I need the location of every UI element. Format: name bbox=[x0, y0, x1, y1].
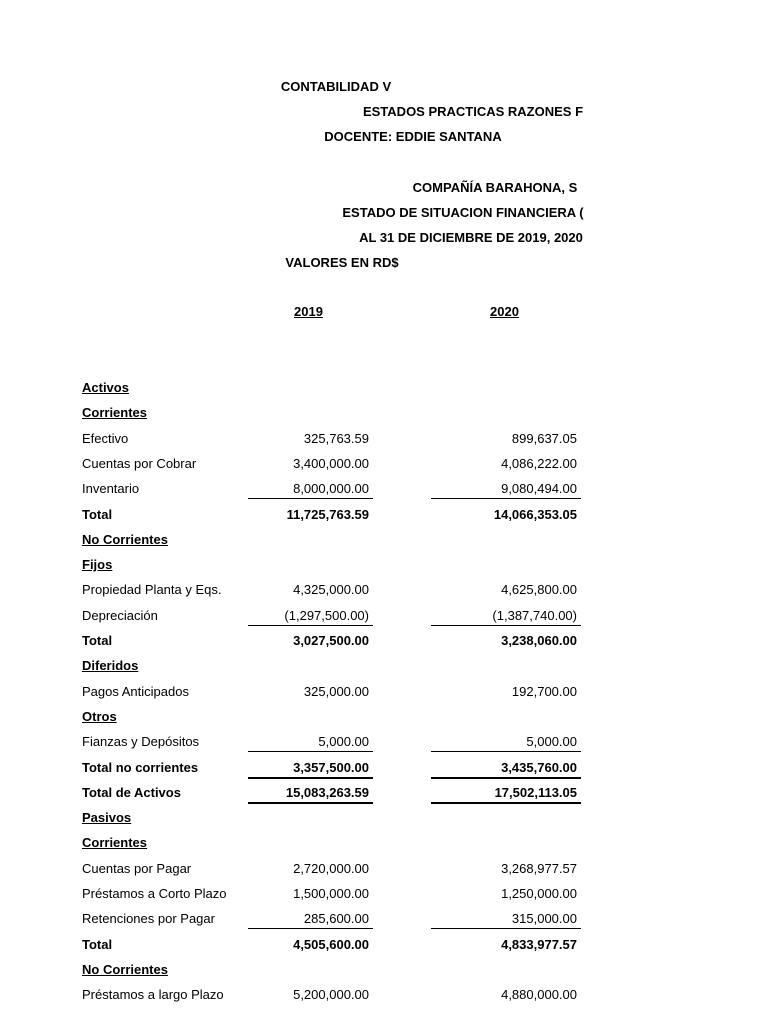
value-2020: 4,625,800.00 bbox=[501, 582, 577, 597]
value-2020: 3,268,977.57 bbox=[501, 861, 577, 876]
value-2019: 325,763.59 bbox=[303, 431, 369, 446]
value-2019: 3,027,500.00 bbox=[293, 633, 369, 648]
row-label: Pasivos bbox=[82, 810, 132, 825]
table-row bbox=[0, 835, 589, 855]
value-2020: 5,000.00 bbox=[526, 734, 577, 749]
value-2019: 285,600.00 bbox=[303, 911, 369, 926]
row-label: Inventario bbox=[82, 481, 140, 496]
table-row bbox=[0, 684, 589, 704]
row-label: Diferidos bbox=[82, 658, 139, 673]
row-label: Total bbox=[82, 507, 113, 522]
row-label: Total bbox=[82, 633, 113, 648]
table-row bbox=[0, 760, 589, 780]
value-2020: 315,000.00 bbox=[511, 911, 577, 926]
total-underline bbox=[431, 751, 581, 752]
table-row bbox=[0, 785, 589, 805]
table-row bbox=[0, 608, 589, 628]
row-label: Total bbox=[82, 937, 113, 952]
value-2019: 4,505,600.00 bbox=[293, 937, 369, 952]
row-label: Activos bbox=[82, 380, 129, 395]
value-2019: 2,720,000.00 bbox=[293, 861, 369, 876]
value-2020: 1,250,000.00 bbox=[501, 886, 577, 901]
row-label: Cuentas por Pagar bbox=[82, 861, 192, 876]
row-label: Retenciones por Pagar bbox=[82, 911, 215, 926]
table-row bbox=[0, 431, 589, 451]
total-underline bbox=[431, 777, 581, 779]
total-underline bbox=[431, 802, 581, 804]
value-2019: 5,200,000.00 bbox=[293, 987, 369, 1002]
value-2019: 3,400,000.00 bbox=[293, 456, 369, 471]
row-label: Efectivo bbox=[82, 431, 129, 446]
column-header-year2: 2020 bbox=[490, 304, 519, 319]
value-2019: 11,725,763.59 bbox=[286, 507, 369, 522]
company-name: COMPAÑÍA BARAHONA, S bbox=[412, 180, 578, 195]
row-label: Corrientes bbox=[82, 405, 148, 420]
total-underline bbox=[431, 625, 581, 626]
total-underline bbox=[248, 802, 373, 804]
total-underline bbox=[248, 777, 373, 779]
row-label: Préstamos a Corto Plazo bbox=[82, 886, 227, 901]
table-row bbox=[0, 658, 589, 678]
table-row bbox=[0, 557, 589, 577]
row-label: No Corrientes bbox=[82, 532, 168, 547]
course-title: CONTABILIDAD V bbox=[280, 79, 392, 94]
value-2020: 14,066,353.05 bbox=[493, 507, 577, 522]
currency-line: VALORES EN RD$ bbox=[285, 255, 399, 270]
table-row bbox=[0, 582, 589, 602]
statement-date: AL 31 DE DICIEMBRE DE 2019, 2020 bbox=[359, 230, 583, 245]
table-row bbox=[0, 734, 589, 754]
row-label: Total no corrientes bbox=[82, 760, 199, 775]
value-2020: 17,502,113.05 bbox=[494, 785, 577, 800]
table-row bbox=[0, 962, 589, 982]
practice-title: ESTADOS PRACTICAS RAZONES F bbox=[362, 104, 584, 119]
row-label: Pagos Anticipados bbox=[82, 684, 189, 699]
column-header-year1: 2019 bbox=[294, 304, 323, 319]
value-2020: 192,700.00 bbox=[511, 684, 577, 699]
total-underline bbox=[248, 751, 373, 752]
row-label: Fijos bbox=[82, 557, 113, 572]
value-2020: 4,086,222.00 bbox=[501, 456, 577, 471]
table-row bbox=[0, 532, 589, 552]
total-underline bbox=[431, 498, 581, 499]
table-row bbox=[0, 810, 589, 830]
value-2019: (1,297,500.00) bbox=[284, 608, 369, 623]
row-label: No Corrientes bbox=[82, 962, 168, 977]
table-row bbox=[0, 709, 589, 729]
value-2019: 3,357,500.00 bbox=[293, 760, 369, 775]
row-label: Cuentas por Cobrar bbox=[82, 456, 197, 471]
table-row bbox=[0, 481, 589, 501]
value-2019: 4,325,000.00 bbox=[293, 582, 369, 597]
row-label: Propiedad Planta y Eqs. bbox=[82, 582, 222, 597]
table-row bbox=[0, 886, 589, 906]
row-label: Fianzas y Depósitos bbox=[82, 734, 200, 749]
table-row bbox=[0, 405, 589, 425]
total-underline bbox=[248, 498, 373, 499]
table-row bbox=[0, 380, 589, 400]
total-underline bbox=[248, 928, 373, 929]
row-label: Corrientes bbox=[82, 835, 148, 850]
value-2020: (1,387,740.00) bbox=[492, 608, 577, 623]
value-2020: 3,435,760.00 bbox=[501, 760, 577, 775]
row-label: Total de Activos bbox=[82, 785, 181, 800]
row-label: Préstamos a largo Plazo bbox=[82, 987, 224, 1002]
row-label: Otros bbox=[82, 709, 117, 724]
table-row bbox=[0, 911, 589, 931]
table-row bbox=[0, 456, 589, 476]
value-2019: 1,500,000.00 bbox=[293, 886, 369, 901]
total-underline bbox=[248, 625, 373, 626]
teacher-line: DOCENTE: EDDIE SANTANA bbox=[324, 129, 502, 144]
value-2019: 8,000,000.00 bbox=[293, 481, 369, 496]
table-row bbox=[0, 861, 589, 881]
table-row bbox=[0, 507, 589, 527]
value-2019: 325,000.00 bbox=[303, 684, 369, 699]
value-2020: 3,238,060.00 bbox=[501, 633, 577, 648]
value-2020: 4,833,977.57 bbox=[501, 937, 577, 952]
table-row bbox=[0, 633, 589, 653]
value-2019: 15,083,263.59 bbox=[285, 785, 369, 800]
statement-title: ESTADO DE SITUACION FINANCIERA ( bbox=[342, 205, 584, 220]
value-2019: 5,000.00 bbox=[318, 734, 369, 749]
value-2020: 899,637.05 bbox=[511, 431, 577, 446]
value-2020: 4,880,000.00 bbox=[501, 987, 577, 1002]
table-row bbox=[0, 937, 589, 957]
value-2020: 9,080,494.00 bbox=[501, 481, 577, 496]
table-row bbox=[0, 987, 589, 1007]
total-underline bbox=[431, 928, 581, 929]
row-label: Depreciación bbox=[82, 608, 158, 623]
